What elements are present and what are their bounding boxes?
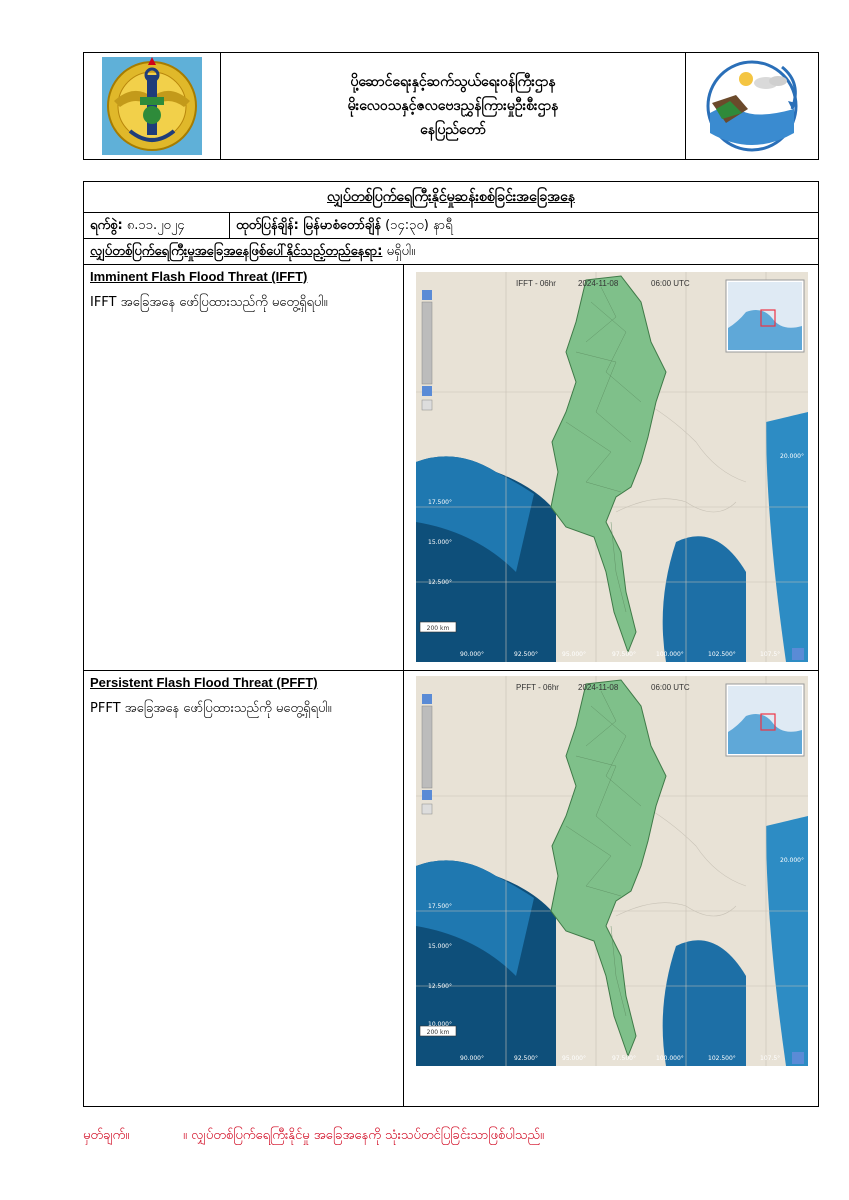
pfft-lon-label: 90.000° bbox=[460, 1055, 484, 1062]
pfft-lat-label: 10.000° bbox=[428, 1021, 452, 1028]
ministry-name: ပို့ဆောင်ရေးနှင့်ဆက်သွယ်ရေးဝန်ကြီးဌာန bbox=[350, 74, 556, 90]
footer-note bbox=[83, 1127, 819, 1149]
header-box bbox=[83, 52, 819, 160]
department-name: မိုးလေဝသနှင့်ဇလဗေဒညွှန်ကြားမှုဦးစီးဌာန bbox=[347, 98, 559, 114]
report-table bbox=[83, 181, 819, 1107]
right-logo-cell bbox=[686, 53, 818, 159]
note-label: မှတ်ချက်။ bbox=[83, 1128, 130, 1143]
pfft-map[interactable] bbox=[416, 676, 808, 1066]
pfft-heading: Persistent Flash Flood Threat (PFFT) bbox=[90, 675, 318, 690]
issue-time-value: (၁၄:၃၀) နာရီ bbox=[385, 218, 453, 233]
ministry-title-cell bbox=[221, 53, 686, 159]
pfft-info-button[interactable] bbox=[792, 1052, 804, 1064]
date-cell bbox=[84, 213, 230, 238]
ifft-section bbox=[84, 265, 818, 671]
pfft-map-date: 2024-11-08 bbox=[578, 683, 619, 692]
report-title: လျှပ်တစ်ပြက်ရေကြီးနိုင်မှုဆန်းစစ်ခြင်းအခြေအနေ bbox=[84, 182, 818, 213]
ifft-lat-label: 15.000° bbox=[428, 539, 452, 546]
pfft-lon-label: 100.000° bbox=[656, 1055, 684, 1062]
pfft-lat-label: 15.000° bbox=[428, 943, 452, 950]
ifft-scale-label: 200 km bbox=[426, 625, 450, 632]
pfft-lon-label: 95.000° bbox=[562, 1055, 586, 1062]
pfft-status-text: PFFT အခြေအနေ ဖော်ပြထားသည်ကို မတွေ့ရှိရပါ။ bbox=[90, 701, 332, 716]
ifft-map-cell bbox=[404, 265, 818, 670]
location-value: မရှိပါ။ bbox=[386, 244, 416, 259]
ifft-status-text: IFFT အခြေအနေ ဖော်ပြထားသည်ကို မတွေ့ရှိရပါ။ bbox=[90, 295, 328, 310]
pfft-section bbox=[84, 671, 818, 1106]
ifft-lon-label: 92.500° bbox=[514, 651, 538, 658]
ifft-heading: Imminent Flash Flood Threat (IFFT) bbox=[90, 269, 308, 284]
pfft-lat-label: 17.500° bbox=[428, 903, 452, 910]
location-label: လျှပ်တစ်ပြက်ရေကြီးမှုအခြေအနေဖြစ်ပေါ်နိုင်သည့်တည်နေရာ: bbox=[90, 244, 383, 259]
pfft-lon-label: 92.500° bbox=[514, 1055, 538, 1062]
ifft-lon-label: 90.000° bbox=[460, 651, 484, 658]
ifft-lon-label: 97.500° bbox=[612, 651, 636, 658]
pfft-right-lat-label: 20.000° bbox=[780, 857, 804, 864]
ifft-map-date: 2024-11-08 bbox=[578, 279, 619, 288]
city-name: နေပြည်တော် bbox=[420, 122, 486, 138]
ifft-map-time: 06:00 UTC bbox=[651, 279, 690, 288]
meta-row bbox=[84, 213, 818, 239]
issue-time-cell bbox=[230, 213, 453, 238]
ifft-lon-label: 100.000° bbox=[656, 651, 684, 658]
pfft-map-cell bbox=[404, 671, 818, 1106]
pfft-lon-label: 102.500° bbox=[708, 1055, 736, 1062]
pfft-scale-label: 200 km bbox=[426, 1029, 450, 1036]
ifft-text-cell bbox=[84, 265, 404, 670]
ifft-right-lat-label: 20.000° bbox=[780, 453, 804, 460]
ifft-zoom-control[interactable] bbox=[422, 290, 432, 410]
ifft-lon-label: 95.000° bbox=[562, 651, 586, 658]
pfft-zoom-control[interactable] bbox=[422, 694, 432, 814]
note-text: ။ လျှပ်တစ်ပြက်ရေကြီးနိုင်မှု အခြေအနေကို သုံးသပ်တင်ပြခြင်းသာဖြစ်ပါသည်။ bbox=[183, 1128, 544, 1143]
location-row bbox=[84, 239, 818, 265]
ifft-lat-label: 12.500° bbox=[428, 579, 452, 586]
ifft-lat-label: 17.500° bbox=[428, 499, 452, 506]
ifft-lon-label: 102.500° bbox=[708, 651, 736, 658]
date-label: ရက်စွဲ: bbox=[90, 218, 123, 233]
water-cycle-emblem-icon bbox=[686, 53, 818, 159]
pfft-text-cell bbox=[84, 671, 404, 1106]
ifft-lon-label: 107.5° bbox=[760, 651, 781, 658]
date-value: ၈.၁၁.၂၀၂၄ bbox=[126, 218, 185, 233]
pfft-lon-label: 97.500° bbox=[612, 1055, 636, 1062]
ifft-map-title: IFFT - 06hr bbox=[516, 279, 556, 288]
ifft-map[interactable] bbox=[416, 272, 808, 662]
pfft-lon-label: 107.5° bbox=[760, 1055, 781, 1062]
department-emblem-icon bbox=[84, 53, 221, 159]
pfft-map-title: PFFT - 06hr bbox=[516, 683, 559, 692]
left-logo-cell bbox=[84, 53, 221, 159]
pfft-map-time: 06:00 UTC bbox=[651, 683, 690, 692]
pfft-lat-label: 12.500° bbox=[428, 983, 452, 990]
ifft-info-button[interactable] bbox=[792, 648, 804, 660]
issue-time-label: ထုတ်ပြန်ချိန်: မြန်မာစံတော်ချိန် bbox=[236, 218, 381, 233]
